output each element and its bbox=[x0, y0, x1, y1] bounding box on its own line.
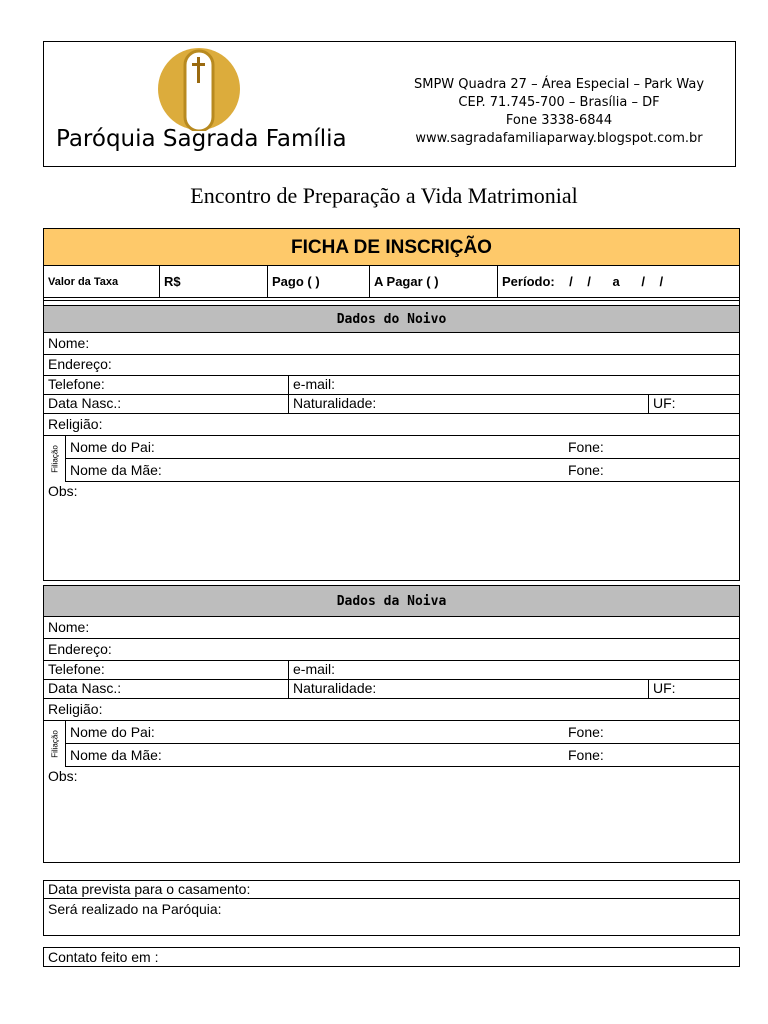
label: Nome do Pai: bbox=[70, 724, 155, 740]
bride-address-field[interactable] bbox=[44, 639, 739, 661]
groom-section-title: Dados do Noivo bbox=[44, 305, 739, 333]
label: Obs: bbox=[48, 768, 78, 784]
bride-obs-field[interactable] bbox=[44, 767, 739, 862]
label: Fone: bbox=[568, 724, 604, 740]
groom-address-field[interactable] bbox=[44, 355, 739, 376]
label: Nome: bbox=[48, 335, 90, 351]
divider bbox=[288, 395, 289, 413]
label: Data Nasc.: bbox=[48, 395, 122, 411]
bride-naturality-field[interactable]: Naturalidade: bbox=[293, 680, 377, 696]
label: Nome do Pai: bbox=[70, 439, 155, 455]
groom-mother-row[interactable] bbox=[66, 459, 739, 482]
label: Filiação bbox=[50, 445, 59, 473]
parish-name: Paróquia Sagrada Família bbox=[56, 126, 347, 152]
divider bbox=[288, 680, 289, 698]
groom-name-field[interactable] bbox=[44, 333, 739, 355]
wedding-info-box bbox=[43, 880, 740, 936]
label: Religião: bbox=[48, 701, 103, 717]
groom-phone-row[interactable] bbox=[44, 376, 739, 395]
tax-label: Valor da Taxa bbox=[44, 266, 160, 298]
label: Fone: bbox=[568, 462, 604, 478]
bride-form bbox=[43, 585, 740, 863]
form-title: FICHA DE INSCRIÇÃO bbox=[44, 229, 739, 266]
groom-uf-field[interactable]: UF: bbox=[653, 395, 676, 411]
label: Telefone: bbox=[48, 376, 105, 392]
divider bbox=[288, 376, 289, 394]
registration-form bbox=[43, 228, 740, 581]
groom-email-field[interactable]: e-mail: bbox=[293, 376, 336, 392]
groom-obs-field[interactable] bbox=[44, 482, 739, 580]
label: Filiação bbox=[50, 730, 59, 758]
divider bbox=[648, 395, 649, 413]
bride-uf-field[interactable]: UF: bbox=[653, 680, 676, 696]
address-block bbox=[389, 76, 729, 148]
contact-field[interactable]: Contato feito em : bbox=[43, 947, 740, 967]
period-field[interactable]: Período: / / a / / bbox=[502, 274, 664, 289]
tax-row bbox=[44, 266, 739, 298]
phone: Fone 3338-6844 bbox=[505, 113, 613, 128]
wedding-parish-field[interactable]: Será realizado na Paróquia: bbox=[48, 901, 222, 917]
bride-mother-row[interactable] bbox=[66, 744, 739, 767]
bride-email-field[interactable]: e-mail: bbox=[293, 661, 336, 677]
label: Nome da Mãe: bbox=[70, 747, 162, 763]
label: Fone: bbox=[568, 439, 604, 455]
page-subtitle: Encontro de Preparação a Vida Matrimonial bbox=[190, 183, 578, 208]
label: Endereço: bbox=[48, 356, 112, 372]
label: Telefone: bbox=[48, 661, 105, 677]
bride-section-title: Dados da Noiva bbox=[44, 586, 739, 617]
address-line2: CEP. 71.745-700 – Brasília – DF bbox=[458, 95, 660, 110]
divider bbox=[288, 661, 289, 679]
bride-name-field[interactable] bbox=[44, 617, 739, 639]
groom-naturality-field[interactable]: Naturalidade: bbox=[293, 395, 377, 411]
groom-birth-row[interactable] bbox=[44, 395, 739, 414]
groom-filiation-label bbox=[44, 436, 66, 482]
bride-phone-row[interactable] bbox=[44, 661, 739, 680]
label: Nome: bbox=[48, 619, 90, 635]
label: Fone: bbox=[568, 747, 604, 763]
cross-candle-logo-icon bbox=[156, 47, 242, 131]
wedding-date-field[interactable]: Data prevista para o casamento: bbox=[44, 881, 739, 899]
label: Obs: bbox=[48, 483, 78, 499]
bride-religion-field[interactable] bbox=[44, 699, 739, 721]
to-pay-checkbox[interactable]: A Pagar ( ) bbox=[370, 266, 498, 298]
label: Nome da Mãe: bbox=[70, 462, 162, 478]
address-line1: SMPW Quadra 27 – Área Especial – Park Way bbox=[413, 77, 705, 92]
bride-filiation-label bbox=[44, 721, 66, 767]
groom-religion-field[interactable] bbox=[44, 414, 739, 436]
header-box bbox=[43, 41, 736, 167]
currency-field[interactable]: R$ bbox=[160, 266, 268, 298]
bride-father-row[interactable] bbox=[66, 721, 739, 744]
groom-father-row[interactable] bbox=[66, 436, 739, 459]
divider bbox=[648, 680, 649, 698]
label: Data Nasc.: bbox=[48, 680, 122, 696]
divider bbox=[44, 300, 739, 301]
label: Endereço: bbox=[48, 641, 112, 657]
website: www.sagradafamiliaparway.blogspot.com.br bbox=[415, 131, 703, 146]
label: Religião: bbox=[48, 416, 103, 432]
paid-checkbox[interactable]: Pago ( ) bbox=[268, 266, 370, 298]
bride-birth-row[interactable] bbox=[44, 680, 739, 699]
